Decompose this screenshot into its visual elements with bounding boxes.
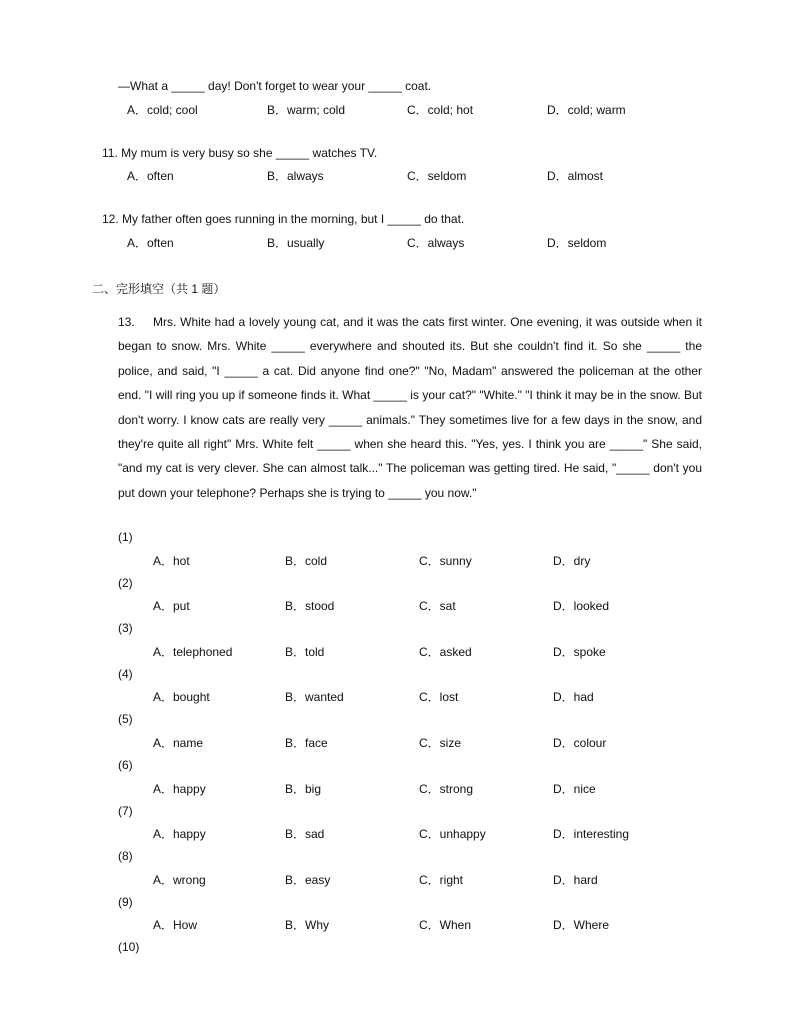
option-b[interactable]: B．Why (285, 918, 330, 933)
question-number: 13. (118, 315, 135, 329)
option-b[interactable]: B．cold (285, 553, 328, 568)
item-label: (10) (118, 940, 140, 955)
option-a[interactable]: A．telephoned (153, 644, 233, 659)
option-a[interactable]: A．bought (153, 690, 210, 705)
option-c[interactable]: C．always (407, 236, 465, 250)
option-b[interactable]: B．easy (285, 872, 331, 887)
option-c[interactable]: C．sunny (419, 553, 472, 568)
option-d[interactable]: D．dry (553, 553, 591, 568)
item-label: (1) (118, 530, 133, 544)
option-a[interactable]: A．happy (153, 781, 206, 796)
option-c[interactable]: C．size (419, 735, 462, 750)
cloze-passage (118, 310, 702, 505)
option-b[interactable]: B．told (285, 644, 325, 659)
option-c[interactable]: C．right (419, 872, 464, 887)
option-a[interactable]: A．often (127, 236, 174, 250)
option-c[interactable]: C．cold; hot (407, 103, 474, 117)
option-d[interactable]: D．Where (553, 918, 610, 933)
option-d[interactable]: D．nice (553, 781, 596, 796)
item-label: (7) (118, 803, 133, 818)
option-b[interactable]: B．sad (285, 827, 325, 842)
option-c[interactable]: C．strong (419, 781, 474, 796)
item-label: (8) (118, 849, 133, 864)
option-b[interactable]: B．face (285, 735, 328, 750)
option-a[interactable]: A．happy (153, 827, 206, 842)
item-label: (2) (118, 575, 133, 590)
item-label: (3) (118, 621, 133, 636)
option-a[interactable]: A．wrong (153, 872, 206, 887)
option-a[interactable]: A．How (153, 918, 198, 933)
option-d[interactable]: D．seldom (547, 236, 607, 250)
option-b[interactable]: B．wanted (285, 690, 344, 705)
question-stem: —What a _____ day! Don't forget to wear your _____ coat. (118, 79, 432, 93)
option-d[interactable]: D．colour (553, 735, 607, 750)
option-c[interactable]: C．When (419, 918, 472, 933)
option-a[interactable]: A．put (153, 599, 190, 614)
passage-text: Mrs. White had a lovely young cat, and it was the cats first winter. One evening, it was outside when it began to snow. Mrs. White _____ everywhere and shouted its. But she couldn't find it. So she _____ the police, and said, "I _____ a cat. Did anyone find one?" "No, Madam" answered the policeman at the other end. "I will ring you up if someone finds it. What _____ is your cat?" "White." "I think it may be in the snow. But don't worry. I know cats are really very _____ animals." They sometimes live for a few days in the snow, and they're quite all right" Mrs. White felt _____ when she heard this. "Yes, yes. I think you are _____" She said, "and my cat is very clever. She can almost talk..." The policeman was getting tired. He said, "_____ don't you put down your telephone? Perhaps she is trying to _____ you now." (118, 315, 702, 500)
option-d[interactable]: D．spoke (553, 644, 606, 659)
option-d[interactable]: D．almost (547, 169, 604, 183)
option-d[interactable]: D．interesting (553, 827, 630, 842)
option-d[interactable]: D．cold; warm (547, 103, 626, 117)
option-a[interactable]: A．often (127, 169, 174, 183)
option-d[interactable]: D．had (553, 690, 594, 705)
option-b[interactable]: B．always (267, 169, 324, 183)
question-stem: 11. My mum is very busy so she _____ watches TV. (102, 146, 378, 160)
item-label: (9) (118, 894, 133, 909)
option-a[interactable]: A．hot (153, 553, 190, 568)
option-c[interactable]: C．unhappy (419, 827, 486, 842)
option-d[interactable]: D．looked (553, 599, 610, 614)
question-stem: 12. My father often goes running in the morning, but I _____ do that. (102, 212, 465, 226)
option-a[interactable]: A．name (153, 735, 204, 750)
item-label: (4) (118, 666, 133, 681)
option-c[interactable]: C．seldom (407, 169, 467, 183)
option-b[interactable]: B．big (285, 781, 322, 796)
option-b[interactable]: B．stood (285, 599, 335, 614)
item-label: (5) (118, 712, 133, 727)
option-b[interactable]: B．usually (267, 236, 325, 250)
option-c[interactable]: C．sat (419, 599, 456, 614)
option-a[interactable]: A．cold; cool (127, 103, 198, 117)
option-c[interactable]: C．asked (419, 644, 472, 659)
option-b[interactable]: B．warm; cold (267, 103, 346, 117)
item-label: (6) (118, 758, 133, 772)
option-c[interactable]: C．lost (419, 690, 459, 705)
option-d[interactable]: D．hard (553, 872, 598, 887)
section-title: 二、完形填空（共 1 题） (92, 282, 226, 296)
